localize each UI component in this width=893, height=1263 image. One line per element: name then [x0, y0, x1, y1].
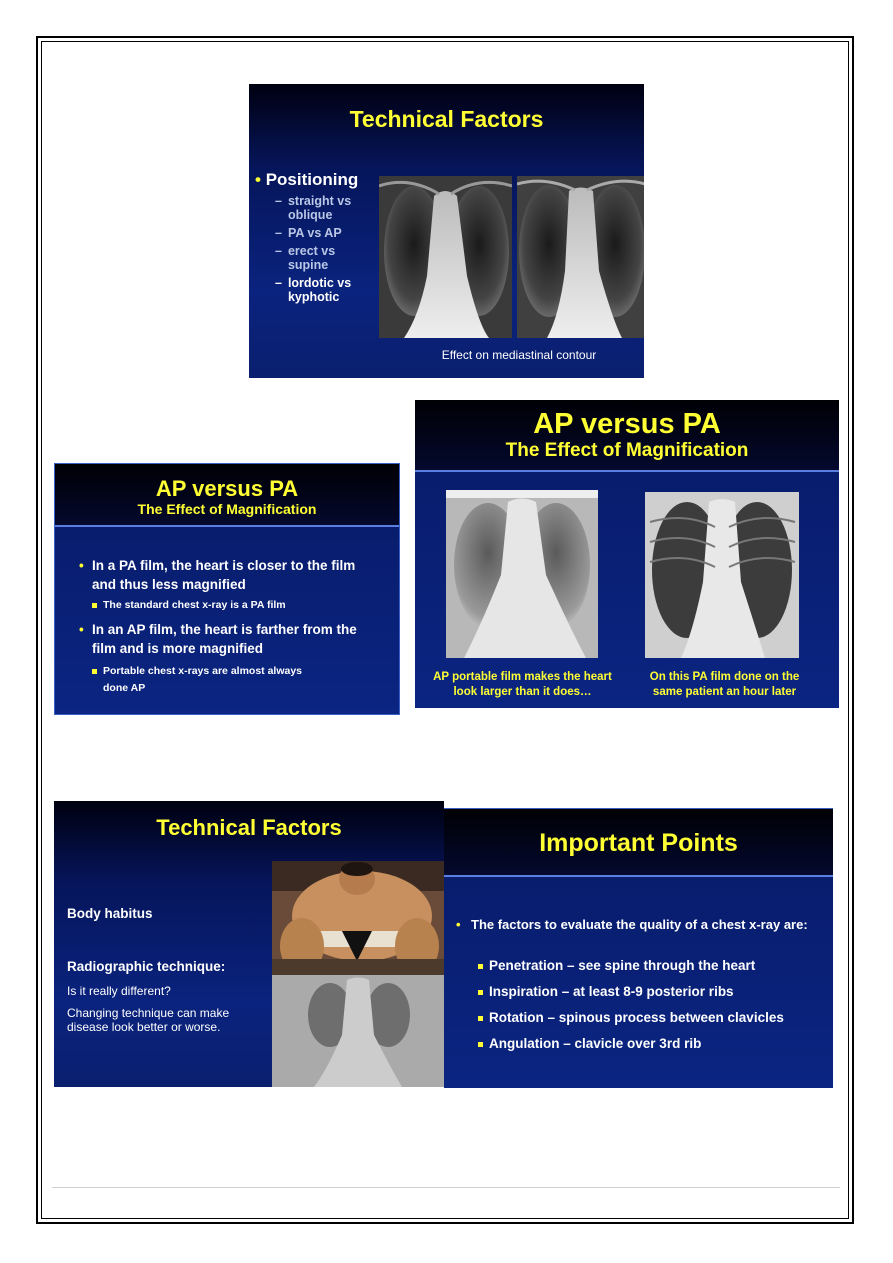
slide2-sub-bullet: Portable chest x-rays are almost always done AP [92, 663, 322, 697]
slide2-bullet-list [79, 556, 379, 697]
slide1-item: – erect vs supine [275, 244, 336, 272]
obese-patient-xray-image [272, 975, 444, 1087]
slide-technical-factors-body-habitus [54, 801, 444, 1087]
slide3-caption-left: AP portable film makes the heart look larger than it does… [433, 671, 612, 698]
slide-ap-vs-pa-images [415, 400, 839, 708]
chest-xray-image-right [517, 176, 644, 338]
slide-technical-factors-positioning [249, 84, 644, 378]
slide2-sub-bullet: The standard chest x-ray is a PA film [92, 599, 379, 612]
sumo-wrestler-photo [272, 861, 444, 975]
slide1-bullet [255, 170, 358, 190]
slide5-item: Angulation – clavicle over 3rd rib [478, 1035, 828, 1052]
slide3-divider [415, 470, 839, 472]
square-bullet-icon [478, 964, 483, 969]
slide3-caption-right: On this PA film done on the same patient an hour later [649, 671, 800, 698]
slide4-text-question: Is it really different? [67, 984, 171, 998]
slide4-title: Technical Factors [156, 815, 342, 840]
slide5-item: Penetration – see spine through the heart [478, 957, 828, 974]
footer-divider [52, 1187, 840, 1188]
slide1-title: Technical Factors [349, 106, 544, 132]
slide1-item: – straight vs oblique [275, 194, 352, 222]
slide1-item: – PA vs AP [275, 226, 342, 240]
square-bullet-icon [478, 1042, 483, 1047]
slide2-title: AP versus PA [155, 476, 299, 501]
slide2-subtitle: The Effect of Magnification [137, 501, 317, 517]
slide2-bullet: • In a PA film, the heart is closer to the film and thus less magnified [79, 558, 356, 592]
square-bullet-icon [92, 669, 97, 674]
slide3-subtitle: The Effect of Magnification [505, 440, 749, 461]
chest-xray-image-left [379, 176, 512, 338]
slide1-item-list [275, 194, 375, 304]
slide1-item: – lordotic vs kyphotic [275, 276, 352, 304]
slide4-label-radiographic: Radiographic technique: [67, 959, 226, 974]
slide5-title: Important Points [539, 829, 738, 857]
square-bullet-icon [478, 990, 483, 995]
bullet-dot-icon: • [79, 558, 84, 573]
slide5-item: Rotation – spinous process between clavicles [478, 1009, 828, 1026]
slide1-caption: Effect on mediastinal contour [441, 348, 597, 362]
slide-ap-vs-pa-text [54, 463, 400, 715]
slide2-bullet: • In an AP film, the heart is farther from the film and is more magnified [79, 622, 357, 656]
pa-xray-image [645, 492, 799, 658]
square-bullet-icon [92, 603, 97, 608]
slide5-bullet: • The factors to evaluate the quality of a chest x-ray are: [456, 917, 808, 932]
slide4-label-body-habitus: Body habitus [67, 906, 153, 921]
slide5-item-list [478, 957, 828, 1052]
slide-important-points [444, 808, 833, 1088]
slide4-text-technique: Changing technique can make disease look better or worse. [67, 1006, 230, 1034]
slide2-divider [55, 525, 399, 527]
slide5-item: Inspiration – at least 8-9 posterior ribs [478, 983, 828, 1000]
bullet-dot-icon: • [456, 917, 461, 932]
bullet-dot-icon: • [79, 622, 84, 637]
slide3-title: AP versus PA [533, 408, 721, 440]
bullet-dot-icon: • [255, 170, 261, 189]
square-bullet-icon [478, 1016, 483, 1021]
ap-portable-xray-image [446, 490, 598, 658]
slide5-divider [444, 875, 833, 877]
slide1-bullet-text: Positioning [265, 170, 359, 189]
